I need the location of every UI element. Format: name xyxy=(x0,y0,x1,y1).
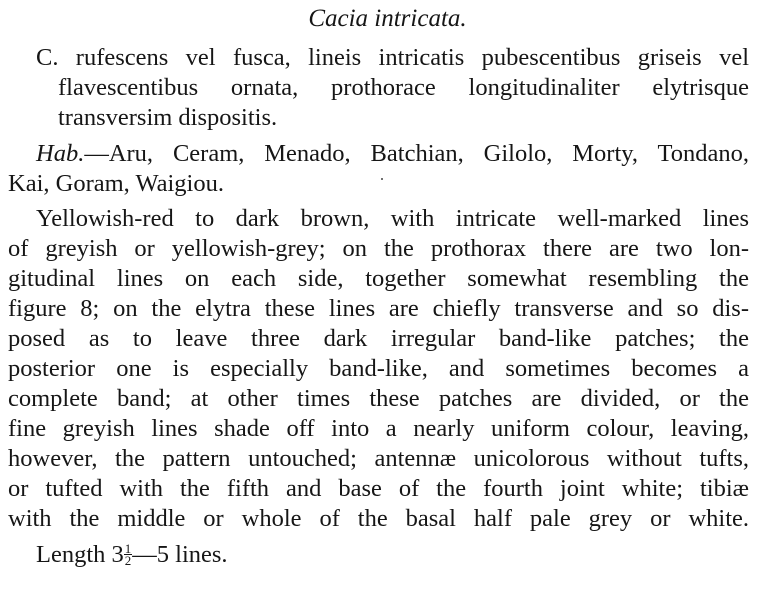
description-line: however, the pattern untouched; antennæ unicolorous without tufts, xyxy=(8,445,749,472)
fraction-denominator: 2 xyxy=(124,553,132,568)
habitat-localities: —Aru, Ceram, Menado, Batchian, Gilolo, Morty, Tondano, xyxy=(84,140,749,167)
length-fraction xyxy=(124,543,133,566)
fraction-numerator: 1 xyxy=(124,541,132,556)
description-line: posterior one is especially band-like, and sometimes becomes a xyxy=(8,355,749,382)
description-line: with the middle or whole of the basal half pale grey or white. xyxy=(8,505,749,532)
species-title: Cacia intricata. xyxy=(308,5,467,32)
habitat-line: Kai, Goram, Waigiou. xyxy=(8,170,224,197)
description-line: of greyish or yellowish-grey; on the prothorax there are two lon- xyxy=(8,235,749,262)
diagnosis-line: transversim dispositis. xyxy=(58,104,278,131)
diagnosis-line: flavescentibus ornata, prothorace longitudinaliter elytrisque xyxy=(58,74,749,101)
description-line: complete band; at other times these patches are divided, or the xyxy=(8,385,749,412)
length-whole: 3 xyxy=(111,541,124,568)
habitat-label: Hab. xyxy=(36,140,85,167)
description-line: gitudinal lines on each side, together somewhat resembling the xyxy=(8,265,749,292)
length-line xyxy=(36,540,228,570)
diagnosis-line: C. rufescens vel fusca, lineis intricatis pubescentibus griseis vel xyxy=(36,44,749,71)
description-line: figure 8; on the elytra these lines are chiefly transverse and so dis- xyxy=(8,295,749,322)
length-suffix: —5 lines. xyxy=(132,541,228,568)
habitat-line xyxy=(36,139,749,169)
length-prefix: Length xyxy=(36,541,112,568)
description-line: Yellowish-red to dark brown, with intricate well-marked lines xyxy=(36,205,749,232)
print-speck xyxy=(381,178,383,180)
description-line: posed as to leave three dark irregular band-like patches; the xyxy=(8,325,749,352)
description-line: fine greyish lines shade off into a nearly uniform colour, leaving, xyxy=(8,415,749,442)
description-line: or tufted with the fifth and base of the fourth joint white; tibiæ xyxy=(8,475,749,502)
